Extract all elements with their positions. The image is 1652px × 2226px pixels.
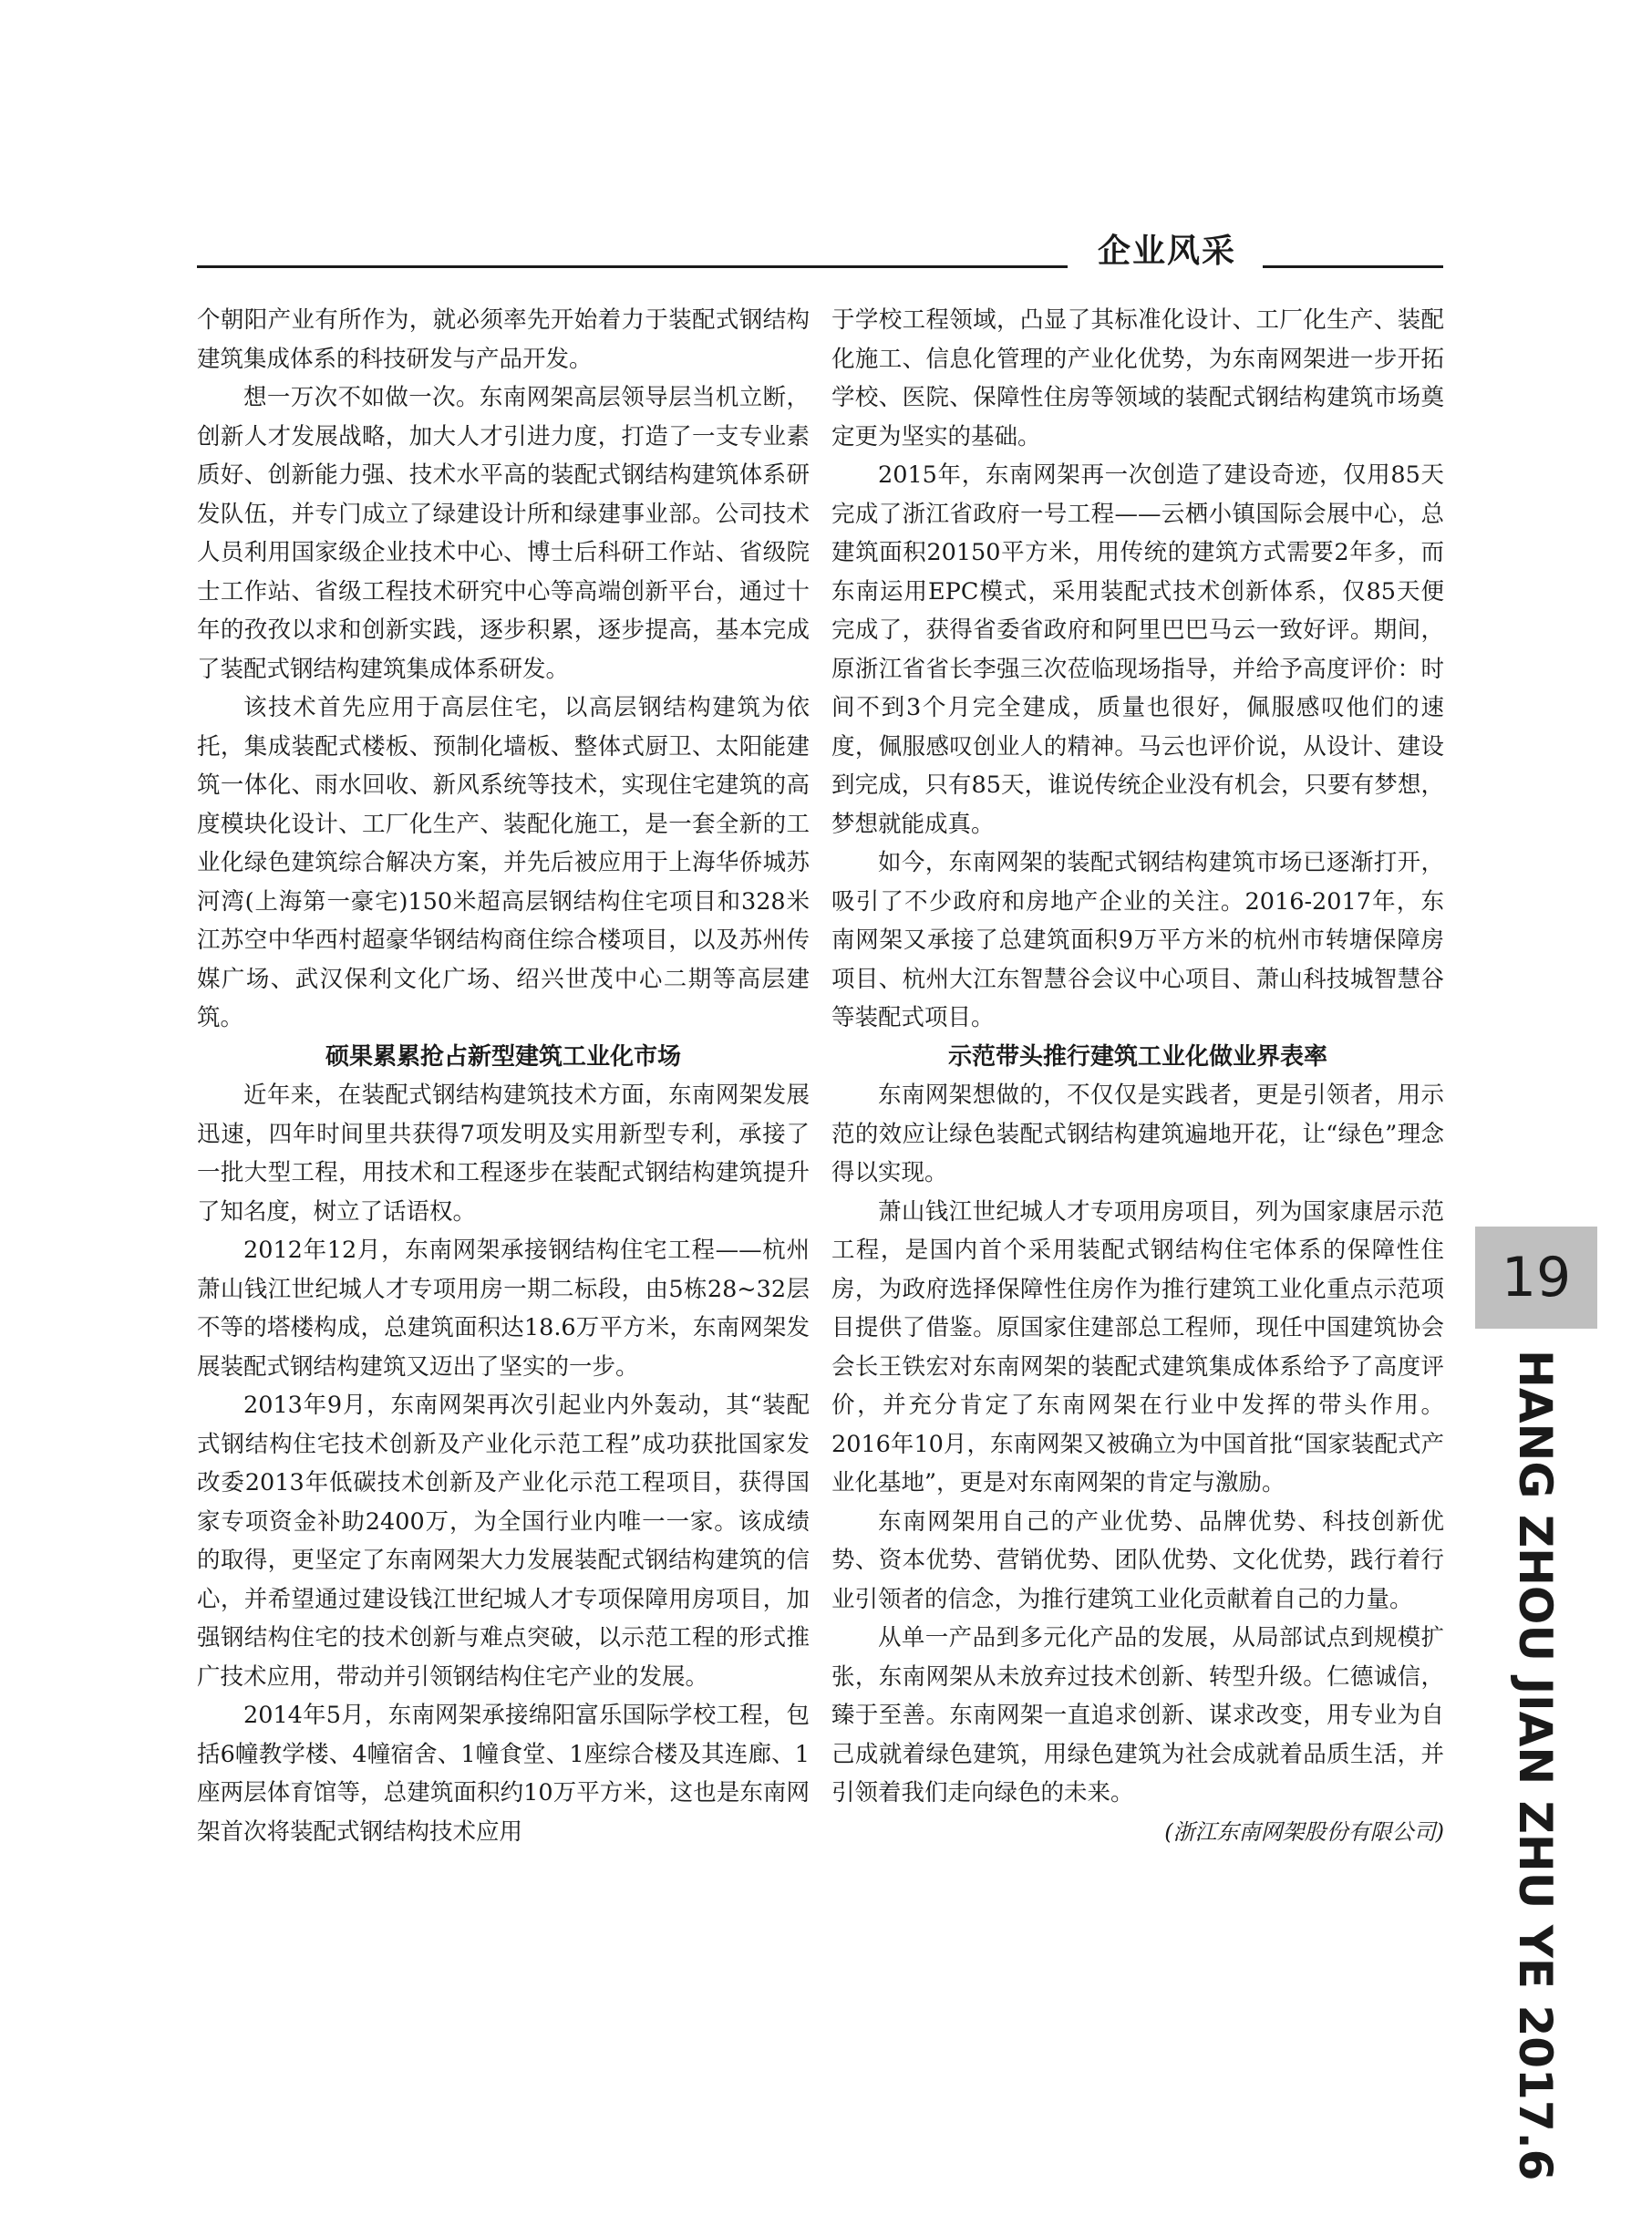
paragraph: 2013年9月，东南网架再次引起业内外轰动，其“装配式钢结构住宅技术创新及产业化示范工程”成功获批国家发改委2013年低碳技术创新及产业化示范工程项目，获得国家专项资金补助2400万，为全国行业内唯一一家。该成绩的取得，更坚定了东南网架大力发展装配式钢结构建筑的信心，并希望通过建设钱江世纪城人才专项保障用房项目，加强钢结构住宅的技术创新与难点突破，以示范工程的形式推广技术应用，带动并引领钢结构住宅产业的发展。	[197, 1392, 810, 1691]
section-title: 企业风采	[1097, 233, 1236, 270]
paragraph: 如今，东南网架的装配式钢结构建筑市场已逐渐打开，吸引了不少政府和房地产企业的关注。2016-2017年，东南网架又承接了总建筑面积9万平方米的杭州市转塘保障房项目、杭州大江东智慧谷会议中心项目、萧山科技城智慧谷等装配式项目。	[831, 849, 1444, 1031]
paragraph: 萧山钱江世纪城人才专项用房项目，列为国家康居示范工程，是国内首个采用装配式钢结构住宅体系的保障性住房，为政府选择保障性住房作为推行建筑工业化重点示范项目提供了借鉴。原国家住建部总工程师，现任中国建筑协会会长王铁宏对东南网架的装配式建筑集成体系给予了高度评价，并充分肯定了东南网架在行业中发挥的带头作用。2016年10月，东南网架又被确立为中国首批“国家装配式产业化基地”，更是对东南网架的肯定与激励。	[831, 1197, 1444, 1496]
paragraph: 该技术首先应用于高层住宅，以高层钢结构建筑为依托，集成装配式楼板、预制化墙板、整体式厨卫、太阳能建筑一体化、雨水回收、新风系统等技术，实现住宅建筑的高度模块化设计、工厂化生产、装配化施工，是一套全新的工业化绿色建筑综合解决方案，并先后被应用于上海华侨城苏河湾(上海第一豪宅)150米超高层钢结构住宅项目和328米江苏空中华西村超豪华钢结构商住综合楼项目，以及苏州传媒广场、武汉保利文化广场、绍兴世茂中心二期等高层建筑。	[197, 694, 810, 1031]
paragraph: 2015年，东南网架再一次创造了建设奇迹，仅用85天完成了浙江省政府一号工程——云栖小镇国际会展中心，总建筑面积20150平方米，用传统的建筑方式需要2年多，而东南运用EPC模式，采用装配式技术创新体系，仅85天便完成了，获得省委省政府和阿里巴巴马云一致好评。期间，原浙江省省长李强三次莅临现场指导，并给予高度评价：时间不到3个月完全建成，质量也很好，佩服感叹他们的速度，佩服感叹创业人的精神。马云也评价说，从设计、建设到完成，只有85天，谁说传统企业没有机会，只要有梦想，梦想就能成真。	[831, 461, 1444, 838]
paragraph: 2014年5月，东南网架承接绵阳富乐国际学校工程，包括6幢教学楼、4幢宿舍、1幢食堂、1座综合楼及其连廊、1座两层体育馆等，总建筑面积约10万平方米，这也是东南网架首次将装配式钢结构技术应用	[197, 1702, 810, 1846]
header-rule-left	[197, 265, 1068, 268]
page-number: 19	[1501, 1246, 1572, 1310]
paragraph: 个朝阳产业有所作为，就必须率先开始着力于装配式钢结构建筑集成体系的科技研发与产品开发。	[197, 306, 810, 373]
section-heading: 硕果累累抢占新型建筑工业化市场	[325, 1042, 681, 1071]
paragraph: 想一万次不如做一次。东南网架高层领导层当机立断，创新人才发展战略，加大人才引进力度，打造了一支专业素质好、创新能力强、技术水平高的装配式钢结构建筑体系研发队伍，并专门成立了绿建设计所和绿建事业部。公司技术人员利用国家级企业技术中心、博士后科研工作站、省级院士工作站、省级工程技术研究中心等高端创新平台，通过十年的孜孜以求和创新实践，逐步积累，逐步提高，基本完成了装配式钢结构建筑集成体系研发。	[197, 384, 810, 683]
paragraph: 近年来，在装配式钢结构建筑技术方面，东南网架发展迅速，四年时间里共获得7项发明及实用新型专利，承接了一批大型工程，用技术和工程逐步在装配式钢结构建筑提升了知名度，树立了话语权。	[197, 1082, 810, 1226]
section-heading: 示范带头推行建筑工业化做业界表率	[947, 1042, 1327, 1071]
paragraph: 东南网架想做的，不仅仅是实践者，更是引领者，用示范的效应让绿色装配式钢结构建筑遍地开花，让“绿色”理念得以实现。	[831, 1082, 1444, 1186]
paragraph: 于学校工程领域，凸显了其标准化设计、工厂化生产、装配化施工、信息化管理的产业化优势，为东南网架进一步开拓学校、医院、保障性住房等领域的装配式钢结构建筑市场奠定更为坚实的基础。	[831, 306, 1444, 450]
article-column-right	[831, 301, 1444, 2097]
paragraph: 从单一产品到多元化产品的发展，从局部试点到规模扩张，东南网架从未放弃过技术创新、转型升级。仁德诚信，臻于至善。东南网架一直追求创新、谋求改变，用专业为自己成就着绿色建筑，用绿色建筑为社会成就着品质生活，并引领着我们走向绿色的未来。	[831, 1624, 1444, 1807]
article-column-left	[197, 301, 810, 2097]
paragraph: 东南网架用自己的产业优势、品牌优势、科技创新优势、资本优势、营销优势、团队优势、文化优势，践行着行业引领者的信念，为推行建筑工业化贡献着自己的力量。	[831, 1507, 1444, 1613]
paragraph: 2012年12月，东南网架承接钢结构住宅工程——杭州萧山钱江世纪城人才专项用房一期二标段，由5栋28~32层不等的塔楼构成，总建筑面积达18.6万平方米，东南网架发展装配式钢结构建筑又迈出了坚实的一步。	[197, 1237, 810, 1381]
page-number-tab	[1475, 1227, 1597, 1329]
magazine-title-vertical: HANG ZHOU JIAN ZHU YE 2017.6	[1509, 1350, 1562, 2181]
article-credit: (浙江东南网架股份有限公司)	[1164, 1818, 1444, 1845]
header-rule-right	[1263, 265, 1443, 268]
